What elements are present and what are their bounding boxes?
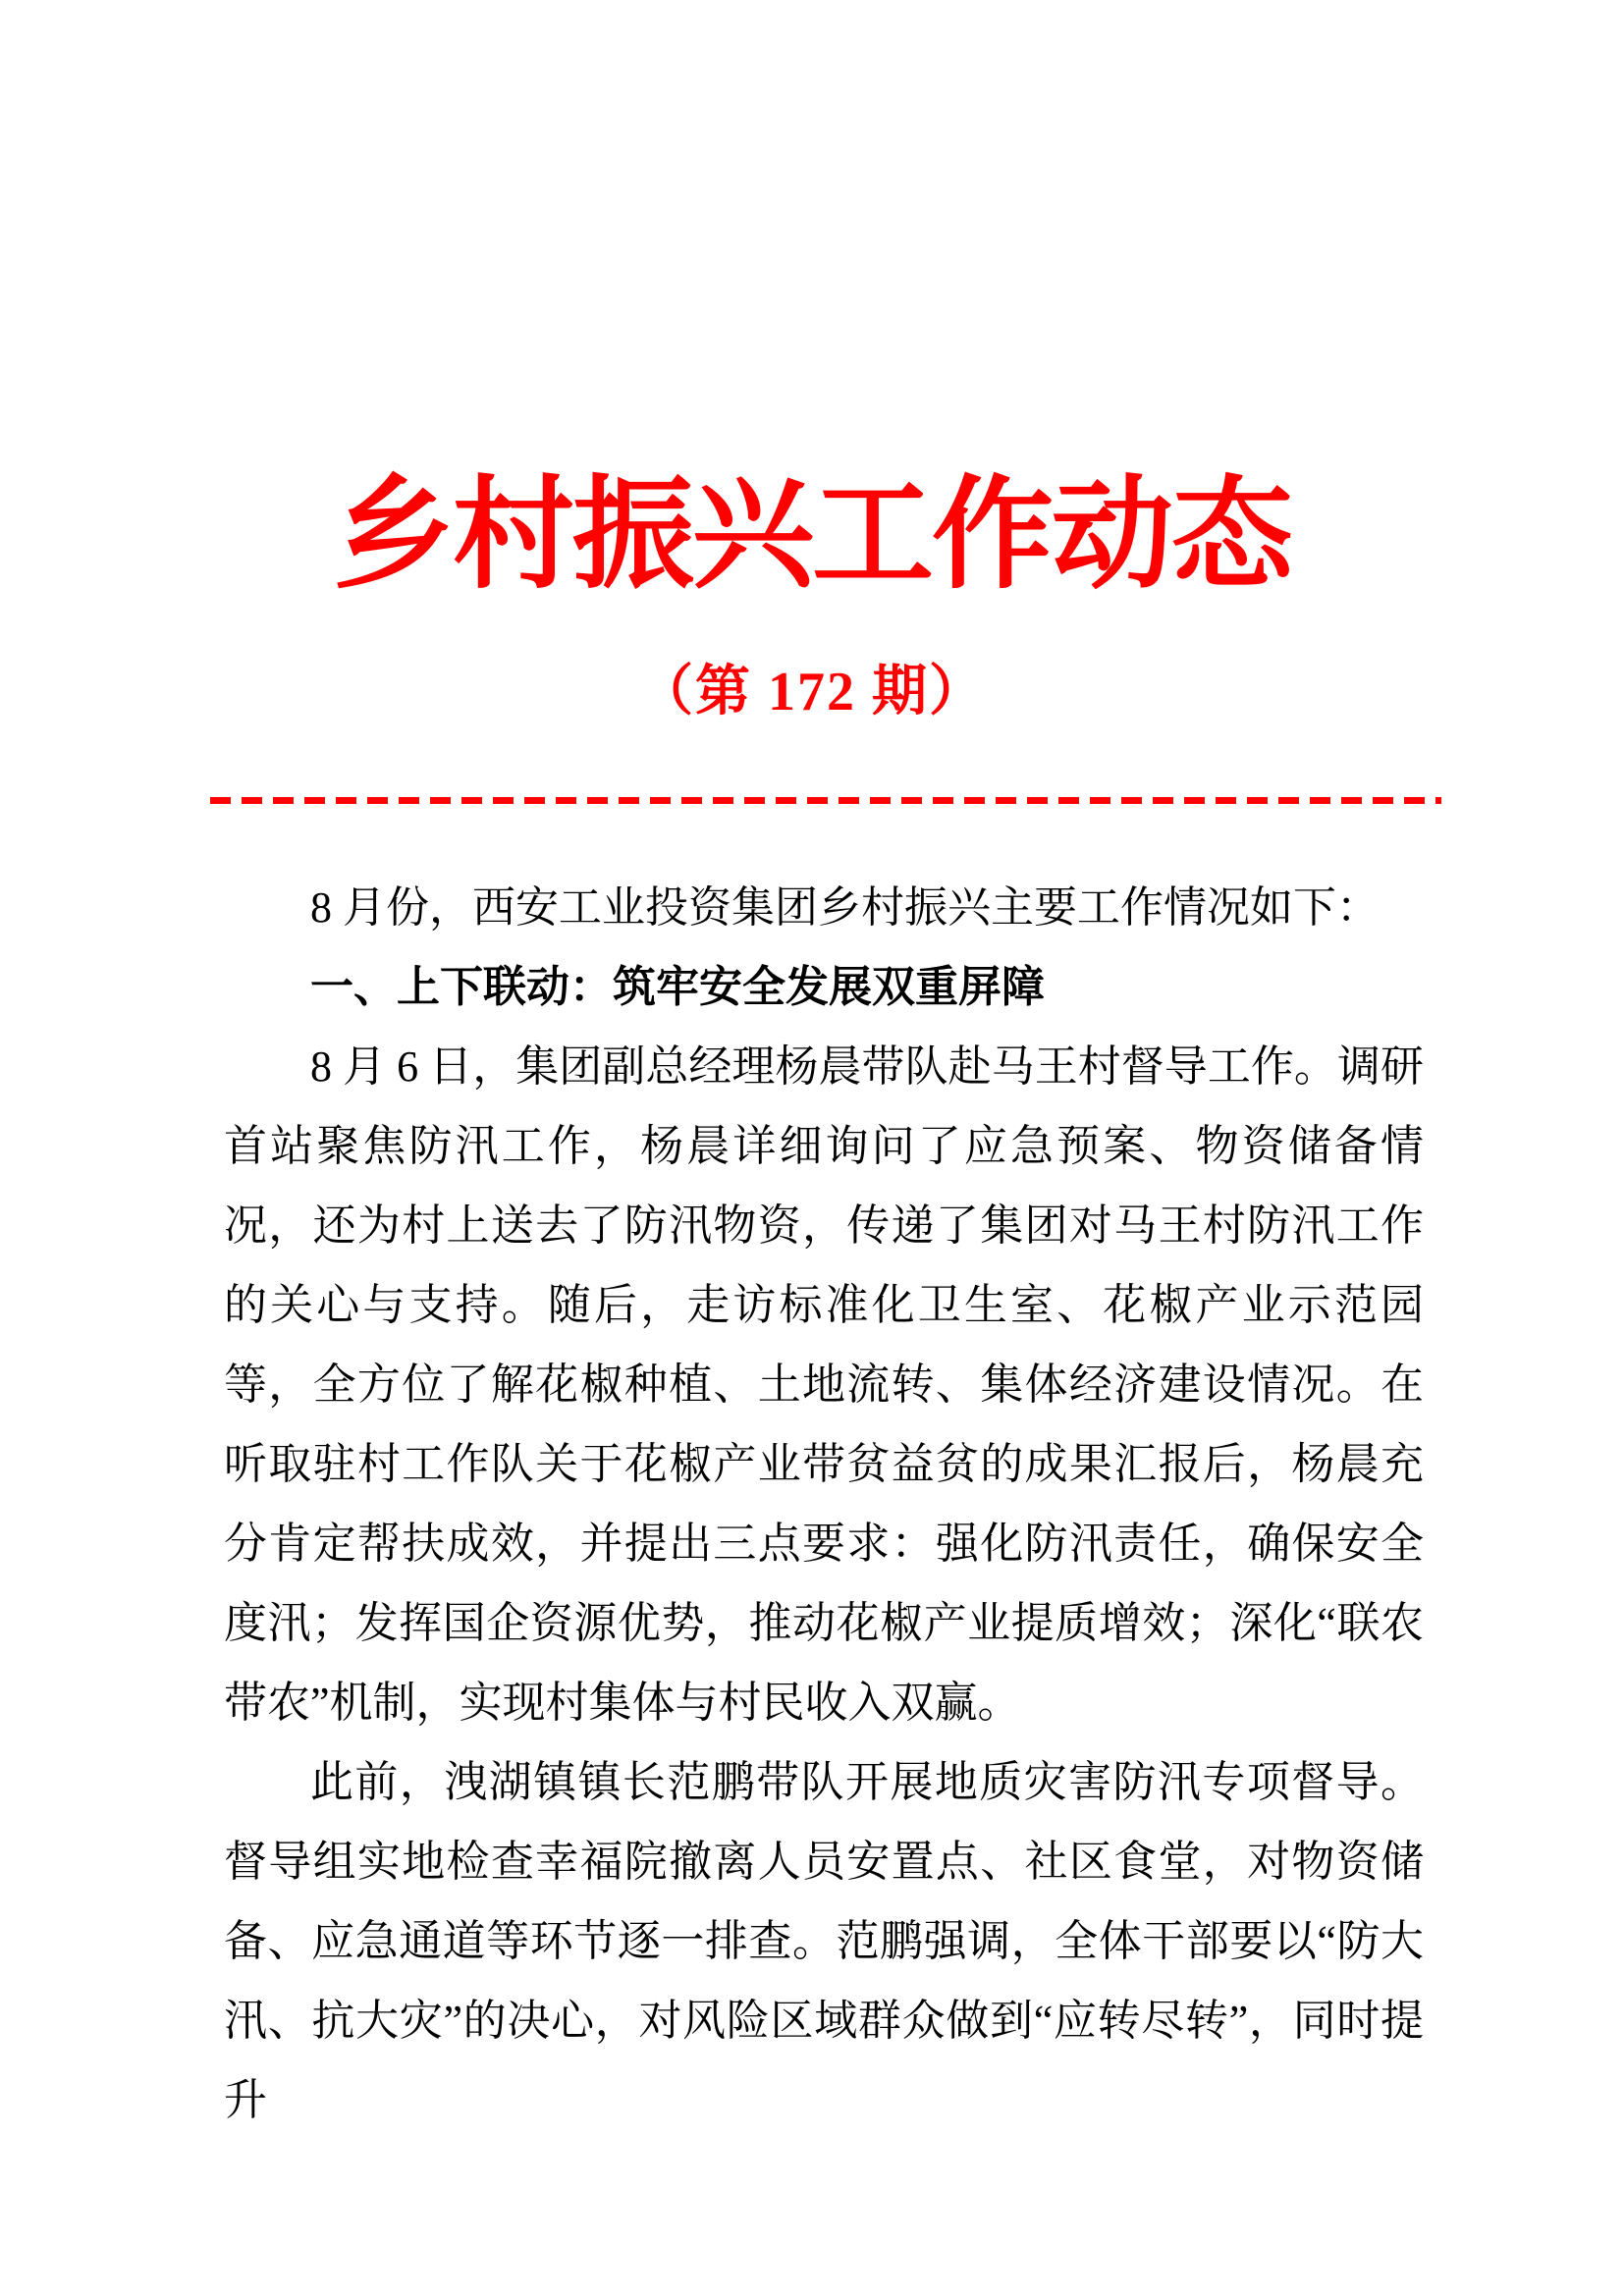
section-heading: 一、上下联动：筑牢安全发展双重屏障: [310, 963, 1045, 1011]
body-paragraph-2: 此前，洩湖镇镇长范鹏带队开展地质灾害防汛专项督导。督导组实地检查幸福院撤离人员安置点、社区食堂，对物资储备、应急通道等环节逐一排查。范鹏强调，全体干部要以“防大汛、抗大灾”的决心，对风险区域群众做到“应转尽转”，同时提升: [224, 1758, 1424, 2124]
intro-paragraph: 8 月份，西安工业投资集团乡村振兴主要工作情况如下：: [310, 883, 1380, 932]
issue-number: （第 172 期）: [638, 662, 986, 722]
body-paragraph-1: 8 月 6 日，集团副总经理杨晨带队赴马王村督导工作。调研首站聚焦防汛工作，杨晨详细询问了应急预案、物资储备情况，还为村上送去了防汛物资，传递了集团对马王村防汛工作的关心与支持。随后，走访标准化卫生室、花椒产业示范园等，全方位了解花椒种植、土地流转、集体经济建设情况。在听取驻村工作队关于花椒产业带贫益贫的成果汇报后，杨晨充分肯定帮扶成效，并提出三点要求：强化防汛责任，确保安全度汛；发挥国企资源优势，推动花椒产业提质增效；深化“联农带农”机制，实现村集体与村民收入双赢。: [224, 1042, 1424, 1727]
dashed-divider: [210, 797, 1441, 804]
document-title: 乡村振兴工作动态: [332, 468, 1291, 603]
document-body: [224, 868, 1424, 2140]
